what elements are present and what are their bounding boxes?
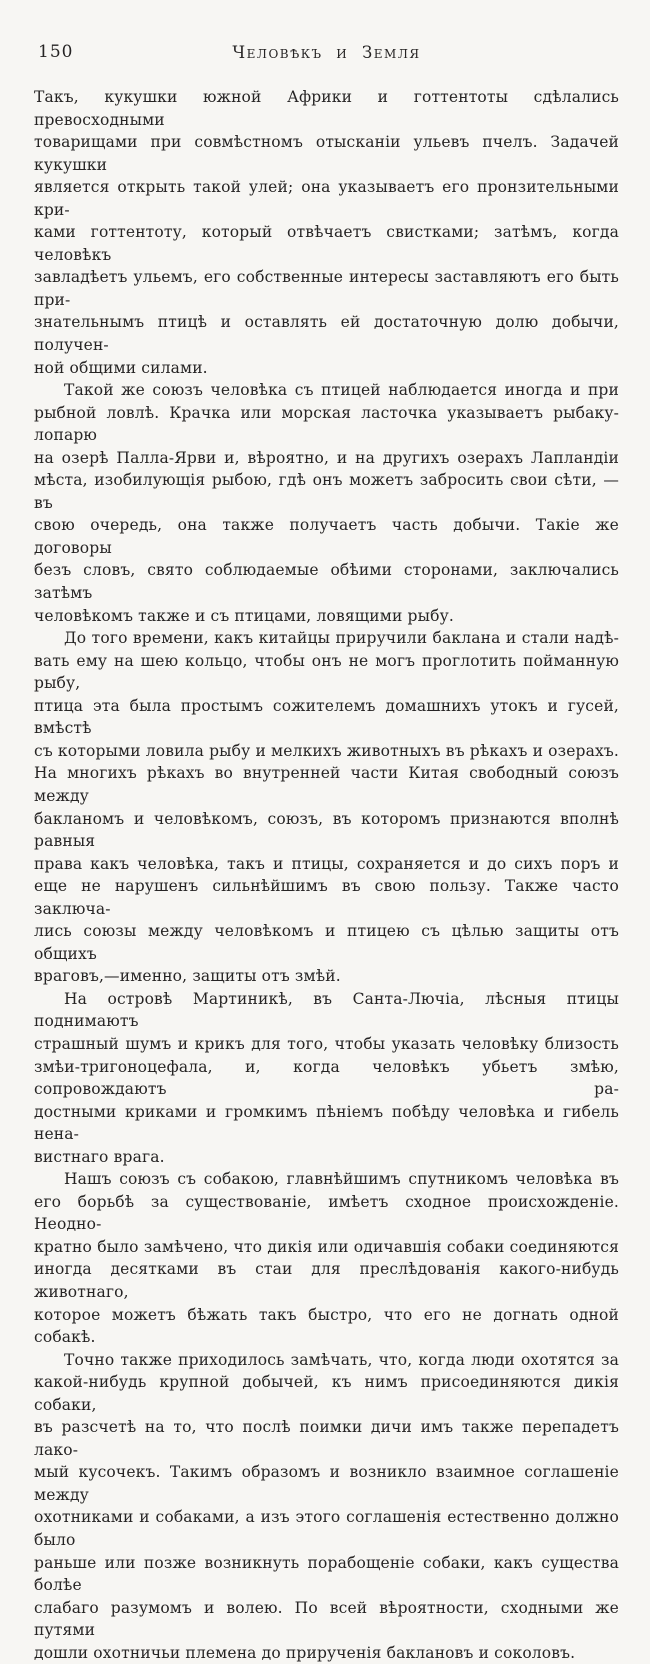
text-line: На многихъ рѣкахъ во внутренней части Китая свободный союзъ между xyxy=(34,764,619,805)
text-line: мый кусочекъ. Такимъ образомъ и возникло взаимное соглашеніе между xyxy=(34,1463,619,1504)
text-line: въ разсчетѣ на то, что послѣ поимки дичи имъ также перепадетъ лако- xyxy=(34,1418,619,1459)
text-line: на озерѣ Палла-Ярви и, вѣроятно, и на другихъ озерахъ Лапландіи xyxy=(34,448,619,467)
text-line: вать ему на шею кольцо, чтобы онъ не могъ проглотить пойманную рыбу, xyxy=(34,651,619,693)
text-line: змѣи-тригоноцефала, и, когда человѣкъ убьетъ змѣю, сопровождаютъ ра- xyxy=(34,1057,619,1099)
text-line: товарищами при совмѣстномъ отысканіи ульевъ пчелъ. Задачей кукушки xyxy=(34,133,619,174)
text-line: мѣста, изобилующія рыбою, гдѣ онъ можетъ забросить свои сѣти, — въ xyxy=(34,471,619,512)
text-line: завладѣетъ ульемъ, его собственные интересы заставляютъ его быть при- xyxy=(34,268,619,309)
paragraph xyxy=(34,1168,619,1348)
text-line: кратно было замѣчено, что дикія или одичавшія собаки соединяются xyxy=(34,1237,619,1256)
text-line: является открыть такой улей; она указываетъ его пронзительными кри- xyxy=(34,178,619,219)
text-line: Такой же союзъ человѣка съ птицей наблюдается иногда и при xyxy=(64,381,619,400)
text-line: дошли охотничьи племена до прирученія баклановъ и соколовъ. xyxy=(34,1643,576,1662)
text-line: До того времени, какъ китайцы приручили баклана и стали надѣ- xyxy=(64,629,619,648)
text-line: вистнаго врага. xyxy=(34,1147,165,1166)
text-line: враговъ,—именно, защиты отъ змѣй. xyxy=(34,967,341,986)
text-line: какой-нибудь крупной добычей, къ нимъ присоединяются дикія собаки, xyxy=(34,1373,619,1414)
paragraph xyxy=(34,627,619,988)
text-line: иногда десятками въ стаи для преслѣдованія какого-нибудь животнаго, xyxy=(34,1260,619,1301)
page-number: 150 xyxy=(38,42,74,62)
text-line: Точно также приходилось замѣчать, что, когда люди охотятся за xyxy=(64,1350,619,1369)
paragraph xyxy=(34,86,619,379)
running-title: Человѣкъ и Земля xyxy=(232,43,421,62)
text-line: знательнымъ птицѣ и оставлять ей достаточную долю добычи, получен- xyxy=(34,313,619,355)
text-line: права какъ человѣка, такъ и птицы, сохраняется и до сихъ поръ и xyxy=(34,854,619,873)
text-line: ной общими силами. xyxy=(34,358,208,377)
text-line: ками готтентоту, который отвѣчаетъ свистками; затѣмъ, когда человѣкъ xyxy=(34,223,619,264)
text-line: охотниками и собаками, а изъ этого соглашенія естественно должно было xyxy=(34,1508,619,1549)
body-text xyxy=(34,86,619,1664)
text-line: бакланомъ и человѣкомъ, союзъ, въ которомъ признаются вполнѣ равныя xyxy=(34,809,619,851)
text-line: достными криками и громкимъ пѣніемъ побѣду человѣка и гибель нена- xyxy=(34,1102,619,1144)
text-line: Такъ, кукушки южной Африки и готтентоты сдѣлались превосходными xyxy=(34,88,619,129)
text-line: птица эта была простымъ сожителемъ домашнихъ утокъ и гусей, вмѣстѣ xyxy=(34,696,619,738)
text-line: съ которыми ловила рыбу и мелкихъ животныхъ въ рѣкахъ и озерахъ. xyxy=(34,741,619,760)
text-line: слабаго разумомъ и волею. По всей вѣроятности, сходными же путями xyxy=(34,1598,619,1640)
text-line: рыбной ловлѣ. Крачка или морская ласточка указываетъ рыбаку-лопарю xyxy=(34,403,619,445)
text-line: безъ словъ, свято соблюдаемые обѣими сторонами, заключались затѣмъ xyxy=(34,561,619,603)
text-line: На островѣ Мартиникѣ, въ Санта-Лючіа, лѣсныя птицы поднимаютъ xyxy=(34,989,619,1031)
text-line: его борьбѣ за существованіе, имѣетъ сходное происхожденіе. Неодно- xyxy=(34,1192,619,1234)
paragraph xyxy=(34,379,619,627)
text-line: еще не нарушенъ сильнѣйшимъ въ свою пользу. Также часто заключа- xyxy=(34,877,619,918)
paragraph xyxy=(34,988,619,1168)
text-line: которое можетъ бѣжать такъ быстро, что его не догнать одной собакѣ. xyxy=(34,1305,619,1347)
text-line: человѣкомъ также и съ птицами, ловящими рыбу. xyxy=(34,606,454,625)
running-header xyxy=(34,42,619,64)
text-line: свою очередь, она также получаетъ часть добычи. Такіе же договоры xyxy=(34,516,619,557)
text-line: страшный шумъ и крикъ для того, чтобы указать человѣку близость xyxy=(34,1034,619,1053)
paragraph xyxy=(34,1349,619,1664)
text-line: лись союзы между человѣкомъ и птицею съ цѣлью защиты отъ общихъ xyxy=(34,922,619,963)
text-line: раньше или позже возникнуть порабощеніе собаки, какъ существа болѣе xyxy=(34,1553,619,1595)
text-line: Нашъ союзъ съ собакою, главнѣйшимъ спутникомъ человѣка въ xyxy=(64,1170,619,1189)
